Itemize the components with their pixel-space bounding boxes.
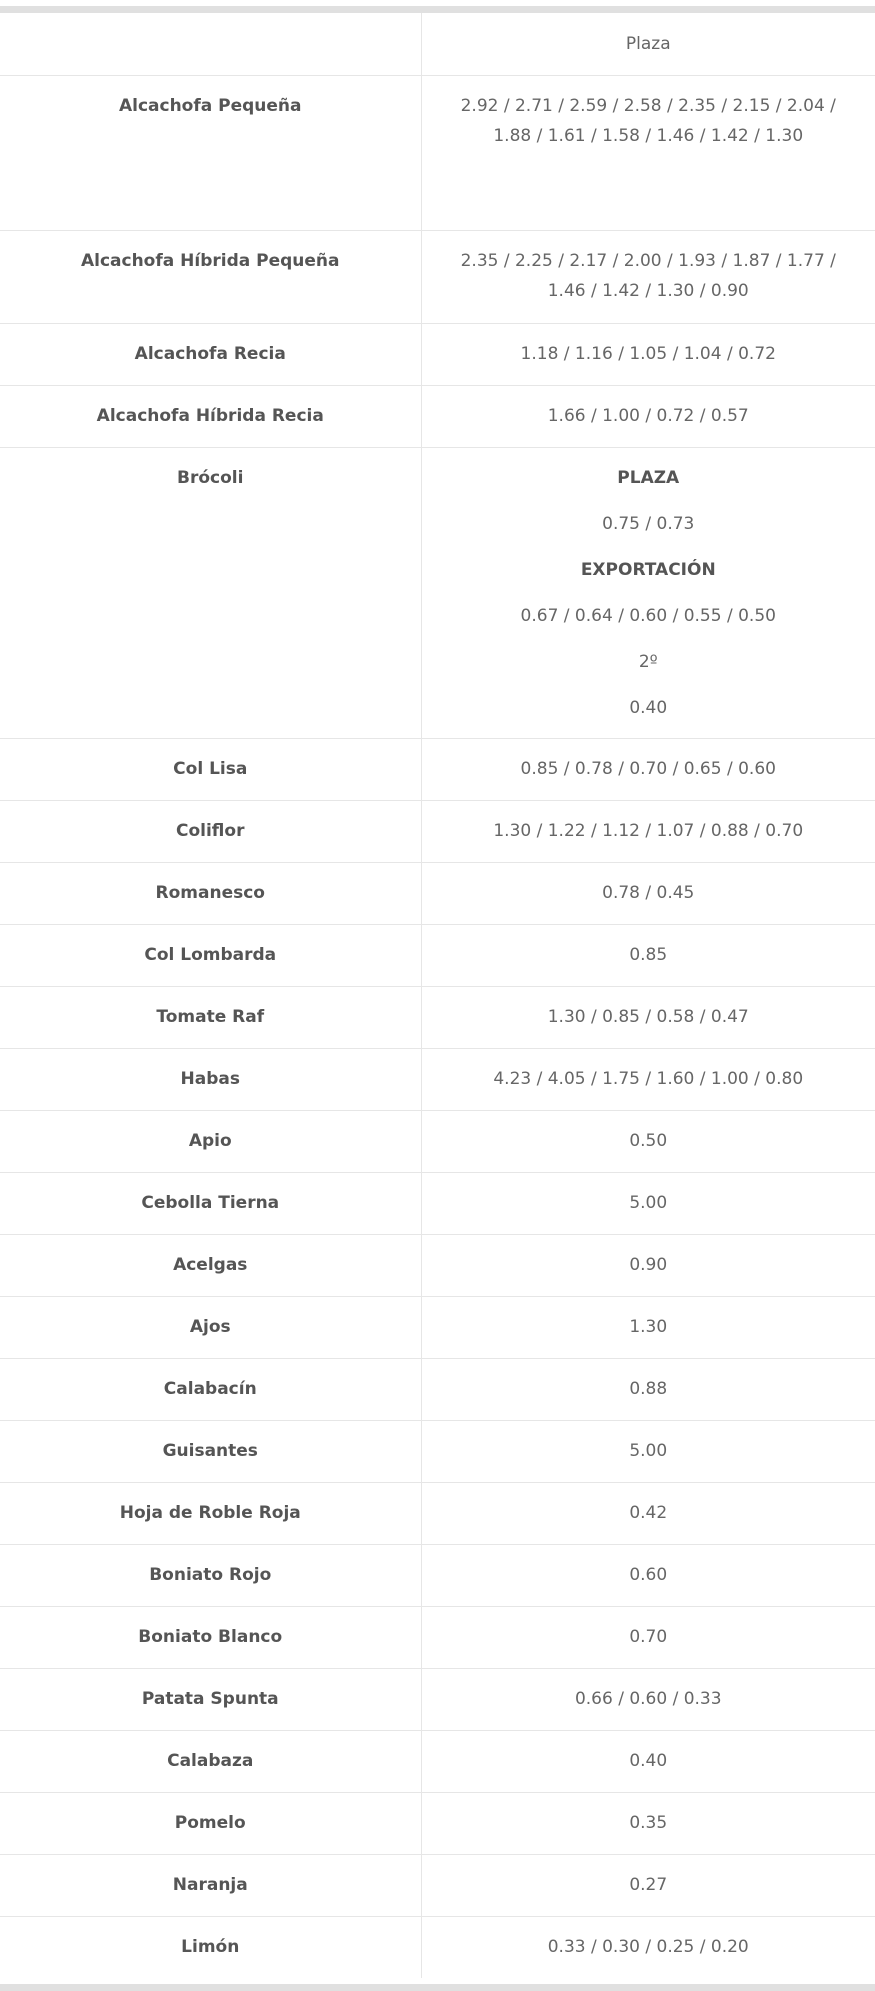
product-name: Tomate Raf: [0, 986, 421, 1048]
product-name: Romanesco: [0, 862, 421, 924]
price-values: 0.88: [421, 1358, 875, 1420]
section-label: EXPORTACIÓN: [580, 559, 716, 580]
product-name: Naranja: [0, 1854, 421, 1916]
price-values: 0.27: [421, 1854, 875, 1916]
price-values: 0.78 / 0.45: [421, 862, 875, 924]
product-name: Cebolla Tierna: [0, 1172, 421, 1234]
price-sections: [421, 447, 875, 738]
header-product-cell: [0, 13, 421, 75]
product-name: Col Lombarda: [0, 924, 421, 986]
table-row: [0, 323, 875, 385]
price-values: 1.30 / 1.22 / 1.12 / 1.07 / 0.88 / 0.70: [421, 800, 875, 862]
product-name: Brócoli: [0, 447, 421, 738]
table-row: [0, 924, 875, 986]
section-prices: 0.75 / 0.73: [602, 513, 695, 534]
price-values: 2.35 / 2.25 / 2.17 / 2.00 / 1.93 / 1.87 / 1.77 / 1.46 / 1.42 / 1.30 / 0.90: [421, 230, 875, 323]
product-name: Hoja de Roble Roja: [0, 1482, 421, 1544]
price-values: 5.00: [421, 1172, 875, 1234]
price-values: 0.85 / 0.78 / 0.70 / 0.65 / 0.60: [421, 738, 875, 800]
section-prices: 0.40: [629, 697, 668, 718]
table-row: [0, 447, 875, 738]
price-values: 0.66 / 0.60 / 0.33: [421, 1668, 875, 1730]
table-row: [0, 738, 875, 800]
table-row: [0, 1854, 875, 1916]
product-name: Acelgas: [0, 1234, 421, 1296]
table-row: [0, 1544, 875, 1606]
product-name: Coliflor: [0, 800, 421, 862]
section-label: PLAZA: [617, 467, 680, 488]
product-name: Limón: [0, 1916, 421, 1978]
table-row: [0, 1792, 875, 1854]
price-values: 0.60: [421, 1544, 875, 1606]
table-row: [0, 1172, 875, 1234]
product-name: Boniato Blanco: [0, 1606, 421, 1668]
price-values: 2.92 / 2.71 / 2.59 / 2.58 / 2.35 / 2.15 / 2.04 / 1.88 / 1.61 / 1.58 / 1.46 / 1.42 / 1.30: [421, 75, 875, 230]
section-prices: 0.67 / 0.64 / 0.60 / 0.55 / 0.50: [520, 605, 776, 626]
price-values: 5.00: [421, 1420, 875, 1482]
product-name: Apio: [0, 1110, 421, 1172]
table-row: [0, 800, 875, 862]
table-row: [0, 385, 875, 447]
product-name: Alcachofa Recia: [0, 323, 421, 385]
price-values: 0.90: [421, 1234, 875, 1296]
price-values: 0.42: [421, 1482, 875, 1544]
product-name: Calabacín: [0, 1358, 421, 1420]
table-row: [0, 1048, 875, 1110]
table-row: [0, 1110, 875, 1172]
price-values: 0.85: [421, 924, 875, 986]
table-row: [0, 1358, 875, 1420]
table-top-border: [0, 6, 875, 13]
table-row: [0, 986, 875, 1048]
section-label: 2º: [638, 651, 658, 672]
table-row: [0, 1916, 875, 1978]
product-name: Ajos: [0, 1296, 421, 1358]
table-row: [0, 862, 875, 924]
table-row: [0, 1606, 875, 1668]
product-name: Alcachofa Pequeña: [0, 75, 421, 230]
price-values: 0.33 / 0.30 / 0.25 / 0.20: [547, 1936, 749, 1957]
price-values: 0.70: [421, 1606, 875, 1668]
table-row: [0, 1296, 875, 1358]
table-row: [0, 1234, 875, 1296]
price-values: 0.50: [421, 1110, 875, 1172]
table-row: [0, 230, 875, 323]
product-name: Col Lisa: [0, 738, 421, 800]
product-name: Boniato Rojo: [0, 1544, 421, 1606]
table-row: [0, 1730, 875, 1792]
product-name: Habas: [0, 1048, 421, 1110]
price-values: 0.35: [421, 1792, 875, 1854]
table-row: [0, 1668, 875, 1730]
header-plaza-cell: Plaza: [421, 13, 875, 75]
product-name: Alcachofa Híbrida Recia: [0, 385, 421, 447]
table-row: [0, 75, 875, 230]
product-name: Calabaza: [0, 1730, 421, 1792]
product-name: Alcachofa Híbrida Pequeña: [0, 230, 421, 323]
product-name: Pomelo: [0, 1792, 421, 1854]
table-bottom-border: [0, 1984, 875, 1991]
price-table: [0, 13, 875, 1978]
price-values: 4.23 / 4.05 / 1.75 / 1.60 / 1.00 / 0.80: [421, 1048, 875, 1110]
price-values: 1.66 / 1.00 / 0.72 / 0.57: [421, 385, 875, 447]
product-name: Patata Spunta: [0, 1668, 421, 1730]
product-name: Guisantes: [0, 1420, 421, 1482]
table-row: [0, 1420, 875, 1482]
price-values: 1.30 / 0.85 / 0.58 / 0.47: [421, 986, 875, 1048]
price-values: 1.30: [421, 1296, 875, 1358]
price-values: 1.18 / 1.16 / 1.05 / 1.04 / 0.72: [421, 323, 875, 385]
table-row: [0, 1482, 875, 1544]
price-values: 0.40: [421, 1730, 875, 1792]
table-header-row: [0, 13, 875, 75]
